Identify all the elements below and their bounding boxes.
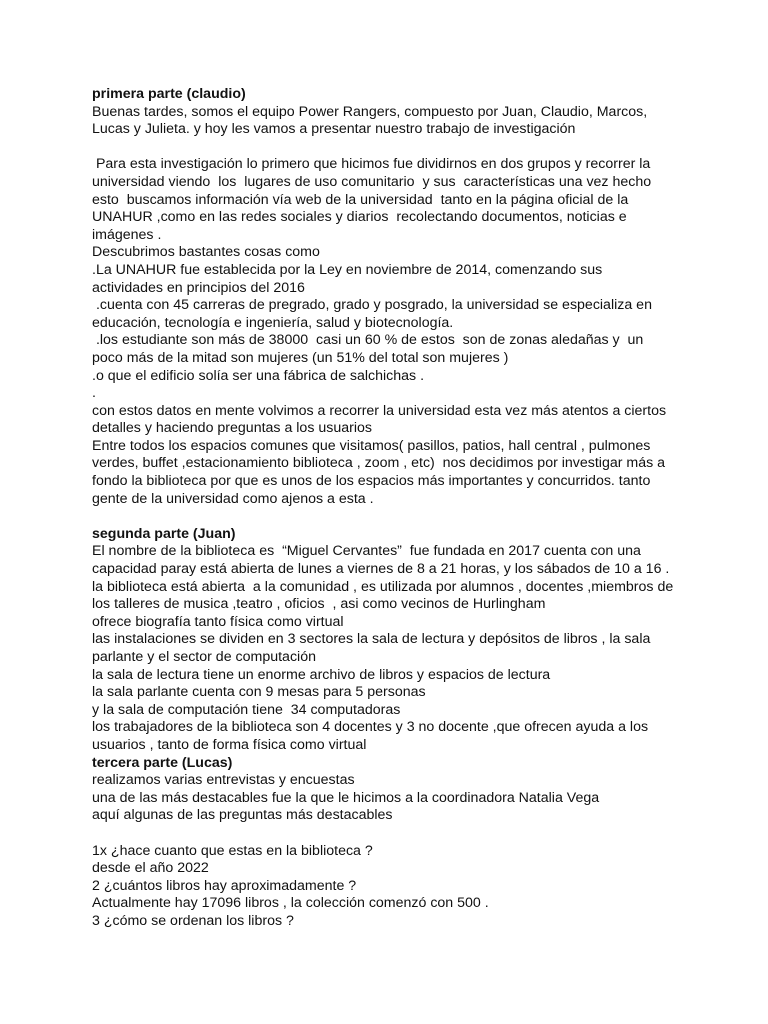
text-line: 3 ¿cómo se ordenan los libros ? xyxy=(92,912,294,929)
blank-line xyxy=(92,825,682,843)
text-line: .los estudiante son más de 38000 casi un 60 % de estos son de zonas aledañas y un xyxy=(92,332,644,349)
text-line: una de las más destacables fue la que le hicimos a la coordinadora Natalia Vega xyxy=(92,789,600,806)
text-line: parlante y el sector de computación xyxy=(92,649,316,665)
text-line: la biblioteca está abierta a la comunidad , es utilizada por alumnos , docentes ,miembros de xyxy=(92,578,674,595)
text-line: educación, tecnología e ingeniería, salud y biotecnología. xyxy=(92,314,454,331)
text-line: la sala parlante cuenta con 9 mesas para 5 personas xyxy=(92,684,426,701)
text-line: actividades en principios del 2016 xyxy=(92,279,305,296)
text-line: aquí algunas de las preguntas más destacables xyxy=(92,807,393,824)
blank-line xyxy=(92,508,682,526)
text-line: UNAHUR ,como en las redes sociales y diarios recolectando documentos, noticias e xyxy=(92,209,627,226)
blank-line xyxy=(92,139,682,157)
text-line: con estos datos en mente volvimos a recorrer la universidad esta vez más atentos a ciertos xyxy=(92,402,667,419)
text-line: Entre todos los espacios comunes que visitamos( pasillos, patios, hall central , pulmones xyxy=(92,437,651,454)
text-line: .cuenta con 45 carreras de pregrado, grado y posgrado, la universidad se especializa en xyxy=(92,297,652,314)
text-line: capacidad paray está abierta de lunes a viernes de 8 a 21 horas, y los sábados de 10 a 16 . xyxy=(92,561,670,578)
text-line: .La UNAHUR fue establecida por la Ley en noviembre de 2014, comenzando sus xyxy=(92,261,603,278)
text-line: 1x ¿hace cuanto que estas en la biblioteca ? xyxy=(92,842,373,859)
section-heading: tercera parte (Lucas) xyxy=(92,754,233,771)
text-line: Lucas y Julieta. y hoy les vamos a presentar nuestro trabajo de investigación xyxy=(92,121,576,138)
text-line: universidad viendo los lugares de uso comunitario y sus características una vez hecho xyxy=(92,173,652,190)
text-line: realizamos varias entrevistas y encuestas xyxy=(92,772,355,789)
text-line: desde el año 2022 xyxy=(92,860,209,877)
text-line: detalles y haciendo preguntas a los usuarios xyxy=(92,420,372,437)
text-line: la sala de lectura tiene un enorme archivo de libros y espacios de lectura xyxy=(92,666,551,683)
text-line: imágenes . xyxy=(92,226,162,243)
text-line: .o que el edificio solía ser una fábrica de salchichas . xyxy=(92,367,425,384)
text-line: verdes, buffet ,estacionamiento biblioteca , zoom , etc) nos decidimos por investigar más a xyxy=(92,455,666,472)
text-line: gente de la universidad como ajenos a esta . xyxy=(92,490,374,507)
text-line: ofrece biografía tanto física como virtual xyxy=(92,613,344,630)
text-line: las instalaciones se dividen en 3 sectores la sala de lectura y depósitos de libros , la sala xyxy=(92,631,651,648)
text-line: los trabajadores de la biblioteca son 4 docentes y 3 no docente ,que ofrecen ayuda a los xyxy=(92,719,649,736)
text-line: poco más de la mitad son mujeres (un 51% del total son mujeres ) xyxy=(92,349,509,366)
text-line: Para esta investigación lo primero que hicimos fue dividirnos en dos grupos y recorrer la xyxy=(92,156,651,173)
text-line: Actualmente hay 17096 libros , la colección comenzó con 500 . xyxy=(92,895,489,912)
document-body xyxy=(92,86,682,931)
text-line: fondo la biblioteca por que es unos de los espacios más importantes y concurridos. tanto xyxy=(92,473,651,490)
text-line: El nombre de la biblioteca es “Miguel Cervantes” fue fundada en 2017 cuenta con una xyxy=(92,543,641,560)
text-line: los talleres de musica ,teatro , oficios , asi como vecinos de Hurlingham xyxy=(92,596,546,613)
section-heading: segunda parte (Juan) xyxy=(92,525,236,542)
text-line: esto buscamos información vía web de la universidad tanto en la página oficial de la xyxy=(92,191,629,208)
text-line: Buenas tardes, somos el equipo Power Rangers, compuesto por Juan, Claudio, Marcos, xyxy=(92,103,648,120)
text-line: 2 ¿cuántos libros hay aproximadamente ? xyxy=(92,877,357,894)
text-line: . xyxy=(92,385,96,402)
text-line: usuarios , tanto de forma física como virtual xyxy=(92,736,367,753)
section-heading: primera parte (claudio) xyxy=(92,86,246,102)
text-line: y la sala de computación tiene 34 computadoras xyxy=(92,701,401,718)
text-line: Descubrimos bastantes cosas como xyxy=(92,244,320,261)
